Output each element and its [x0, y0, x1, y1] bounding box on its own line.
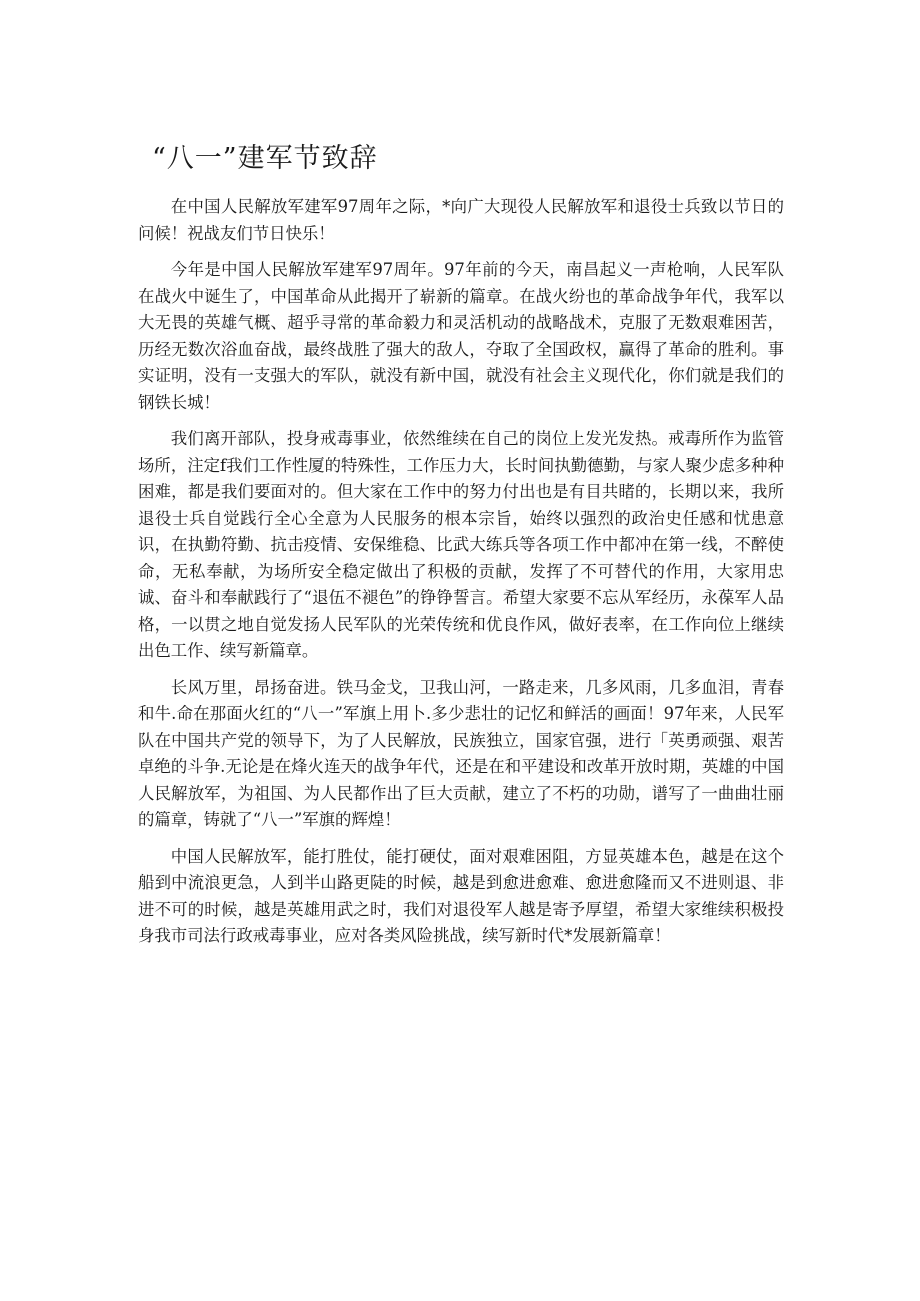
paragraph-greeting: 在中国人民解放军建军97周年之际，*向广大现役人民解放军和退役士兵致以节日的问候！祝战友们节日快乐！ [138, 197, 784, 243]
paragraph-history: 今年是中国人民解放军建军97周年。97年前的今天，南昌起义一声枪响，人民军队在战火中诞生了，中国革命从此揭开了崭新的篇章。在战火纷也的革命战争年代，我军以大无畏的英雄气概、超乎寻常的革命毅力和灵活机动的战略战术，克服了无数艰难困苦，历经无数次浴血奋战，最终战胜了强大的敌人，夺取了全国政权，赢得了革命的胜利。事实证明，没有一支强大的军队，就没有新中国，就没有社会主义现代化，你们就是我们的钢铁长城！ [138, 260, 784, 412]
paragraph-tribute: 长风万里，昂扬奋进。铁马金戈，卫我山河，一路走来，几多风雨，几多血泪，青春和牛.命在那面火红的“八一”军旗上用卜.多少悲壮的记忆和鲜活的画面！97年来，人民军队在中国共产党的领导下，为了人民解放，民族独立，国家官强，进行「英勇顽强、艰苦卓绝的斗争.无论是在烽火连天的战争年代，还是在和平建设和改革开放时期，英雄的中国人民解放军，为祖国、为人民都作出了巨大贡献，建立了不朽的功勋，谱写了一曲曲壮丽的篇章，铸就了“八一”军旗的辉煌！ [138, 677, 784, 829]
document-body [138, 194, 784, 960]
document-title: “八一”建军节致辞 [152, 143, 378, 174]
paragraph-closing: 中国人民解放军，能打胜仗，能打硬仗，面对艰难困阻，方显英雄本色，越是在这个船到中流浪更急，人到半山路更陡的时候，越是到愈进愈难、愈进愈隆而又不进则退、非进不可的时候，越是英雄用武之时，我们对退役军人越是寄予厚望，希望大家维续积极投身我市司法行政戒毒事业，应对各类风险挑战，续写新时代*发展新篇章！ [138, 846, 784, 945]
paragraph-work: 我们离开部队，投身戒毒事业，依然维续在自己的岗位上发光发热。戒毒所作为监管场所，注定f我们工作性厦的特殊性，工作压力大，长时间执勤德勤，与家人聚少虑多种种困难，都是我们要面对的。但大家在工作中的努力付出也是有目共睹的，长期以来，我所退役士兵自觉践行全心全意为人民服务的根本宗旨，始终以强烈的政治史任感和忧患意识，在执勤符勤、抗击疫情、安保维稳、比武大练兵等各项工作中都冲在第一线，不醉使命，无私奉献，为场所安全稳定做出了积极的贡献，发挥了不可替代的作用，大家用忠诚、奋斗和奉献践行了“退伍不褪色”的铮铮誓言。希望大家要不忘从军经历，永葆军人品格，一以贯之地自觉发扬人民军队的光荣传统和优良作风，做好表率，在工作向位上继续出色工作、续写新篇章。 [138, 429, 784, 660]
